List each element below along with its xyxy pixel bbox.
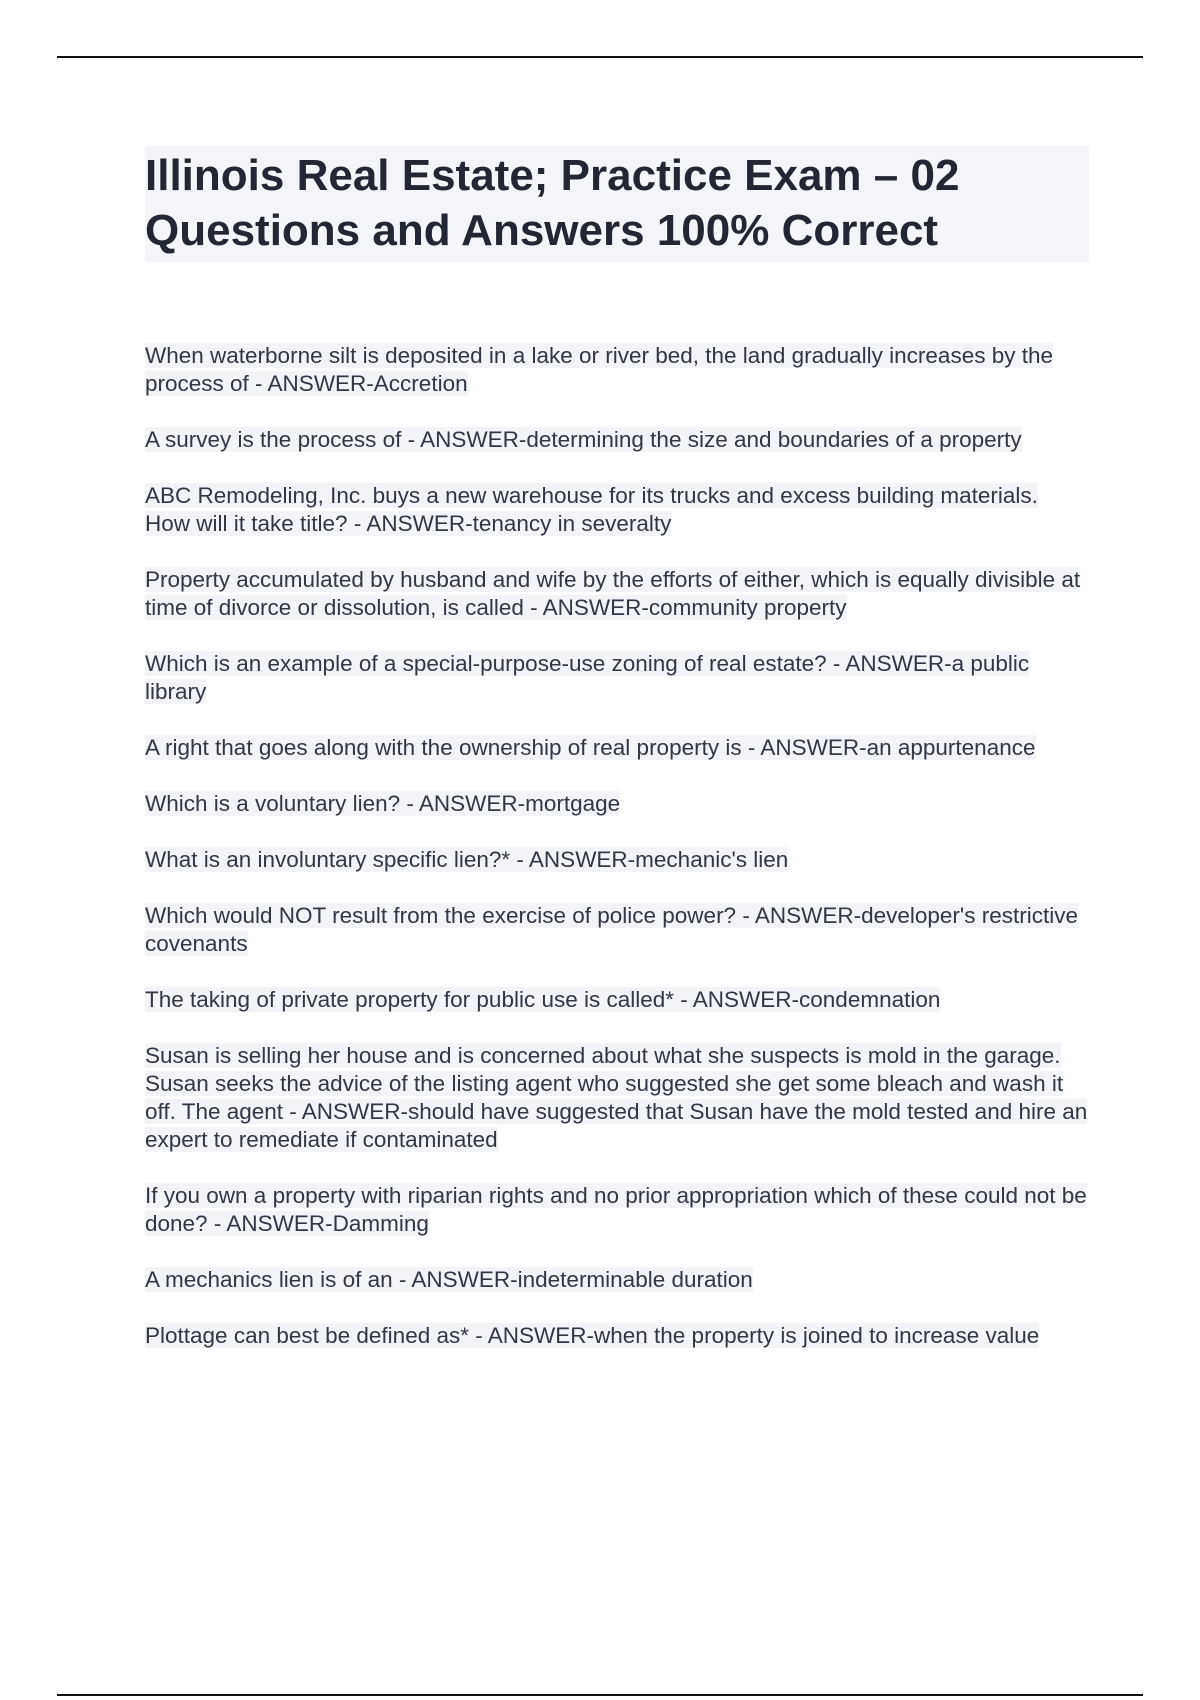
qa-text: ABC Remodeling, Inc. buys a new warehouse for its trucks and excess building materials. How will it take title? - ANSWER-tenancy in severalty (145, 483, 1038, 536)
qa-item (145, 566, 1089, 622)
qa-item (145, 1042, 1089, 1154)
qa-text: Susan is selling her house and is concerned about what she suspects is mold in the garage. Susan seeks the advice of the listing agent who suggested she get some bleach and wash it off. The agent - ANSWER-should have suggested that Susan have the mold tested and hire an expert to remediate if contaminated (145, 1043, 1088, 1152)
qa-item (145, 846, 1089, 874)
qa-text: When waterborne silt is deposited in a lake or river bed, the land gradually increases by the process of - ANSWER-Accretion (145, 343, 1053, 396)
qa-item (145, 1266, 1089, 1294)
qa-item (145, 426, 1089, 454)
qa-item (145, 986, 1089, 1014)
qa-text: A mechanics lien is of an - ANSWER-indeterminable duration (145, 1267, 753, 1292)
qa-text: Which would NOT result from the exercise of police power? - ANSWER-developer's restrictive covenants (145, 903, 1078, 956)
qa-text: A survey is the process of - ANSWER-determining the size and boundaries of a property (145, 427, 1022, 452)
qa-list (145, 342, 1089, 1350)
qa-item (145, 1182, 1089, 1238)
bottom-divider (57, 1694, 1143, 1696)
qa-text: Which is an example of a special-purpose-use zoning of real estate? - ANSWER-a public library (145, 651, 1030, 704)
document-title: Illinois Real Estate; Practice Exam – 02 Questions and Answers 100% Correct (145, 146, 1089, 262)
top-divider (57, 56, 1143, 58)
qa-item (145, 790, 1089, 818)
document-body (145, 146, 1089, 1378)
qa-item (145, 650, 1089, 706)
qa-item (145, 1322, 1089, 1350)
qa-text: Plottage can best be defined as* - ANSWER-when the property is joined to increase value (145, 1323, 1040, 1348)
qa-item (145, 482, 1089, 538)
qa-text: Property accumulated by husband and wife by the efforts of either, which is equally divisible at time of divorce or dissolution, is called - ANSWER-community property (145, 567, 1081, 620)
qa-text: If you own a property with riparian rights and no prior appropriation which of these could not be done? - ANSWER-Damming (145, 1183, 1087, 1236)
qa-item (145, 902, 1089, 958)
qa-text: What is an involuntary specific lien?* - ANSWER-mechanic's lien (145, 847, 789, 872)
qa-item (145, 734, 1089, 762)
qa-text: The taking of private property for public use is called* - ANSWER-condemnation (145, 987, 941, 1012)
qa-text: A right that goes along with the ownership of real property is - ANSWER-an appurtenance (145, 735, 1036, 760)
qa-text: Which is a voluntary lien? - ANSWER-mortgage (145, 791, 621, 816)
qa-item (145, 342, 1089, 398)
